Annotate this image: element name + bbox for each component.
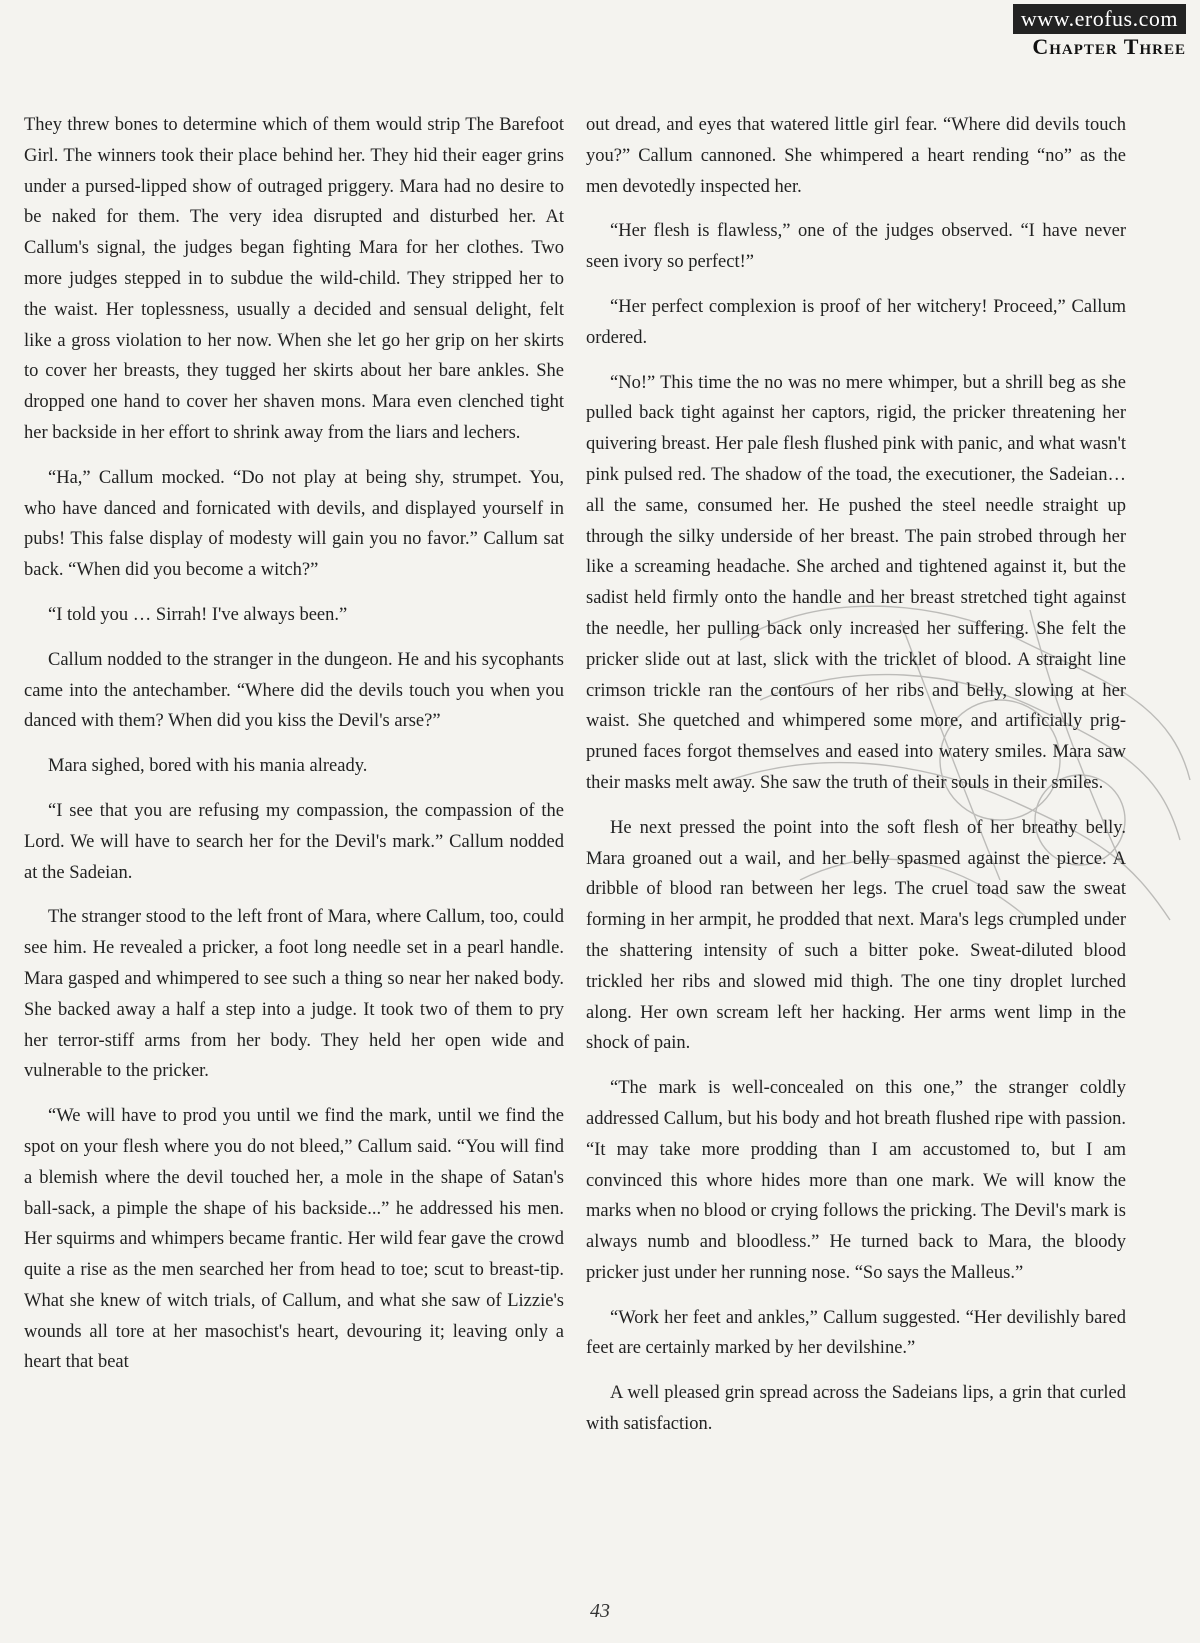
chapter-title: Chapter Three (1032, 34, 1186, 59)
paragraph: out dread, and eyes that watered little girl fear. “Where did devils touch you?” Callum cannoned. She whimpered a heart rending “no” as the men devotedly inspected her. (586, 115, 1126, 197)
paragraph: “The mark is well-concealed on this one,” the stranger coldly addressed Callum, but his body and hot breath flushed ripe with passion. “It may take more prodding than I am accustomed to, but I am convinced this whore hides more than one mark. We will know the marks when no blood or crying follows the pricking. The Devil's mark is always numb and bloodless.” He turned back to Mara, the bloody pricker just under her running nose. “So says the Malleus.” (586, 1078, 1126, 1283)
page-number: 43 (590, 1600, 610, 1622)
left-text-column (24, 110, 564, 1392)
paragraph: He next pressed the point into the soft flesh of her breathy belly. Mara groaned out a wail, and her belly spasmed against the pierce. A dribble of blood ran between her legs. The cruel toad saw the sweat forming in her armpit, he prodded that next. Mara's legs crumpled under the shattering intensity of such a bitter poke. Sweat-diluted blood trickled her ribs and slowed mid thigh. The one tiny droplet lurched along. Her own scream left her hacking. Her arms went limp in the shock of pain. (586, 817, 1126, 1054)
paragraph: Mara sighed, bored with his mania already. (48, 756, 368, 777)
paragraph: “Work her feet and ankles,” Callum suggested. “Her devilishly bared feet are certainly marked by her devilshine.” (586, 1307, 1126, 1359)
watermark-text: www.erofus.com (1013, 4, 1186, 34)
right-text-column (586, 110, 1126, 1454)
paragraph: “Her flesh is flawless,” one of the judges observed. “I have never seen ivory so perfect!” (586, 221, 1126, 273)
paragraph: They threw bones to determine which of them would strip The Barefoot Girl. The winners took their place behind her. They hid their eager grins under a pursed-lipped show of outraged priggery. Mara had no desire to be naked for them. The very idea disrupted and disturbed her. At Callum's signal, the judges began fighting Mara for her clothes. Two more judges stepped in to subdue the wild-child. They stripped her to the waist. Her toplessness, usually a decided and sensual delight, felt like a gross violation to her now. When she let go her grip on her skirts to cover her breasts, they tugged her skirts about her bare ankles. She dropped one hand to cover her shaven mons. Mara even clenched tight her backside in her effort to shrink away from the liars and lechers. (24, 115, 564, 443)
paragraph: Callum nodded to the stranger in the dungeon. He and his sycophants came into the antechamber. “Where did the devils touch you when you danced with them? When did you kiss the Devil's arse?” (24, 649, 564, 732)
paragraph: “Her perfect complexion is proof of her witchery! Proceed,” Callum ordered. (586, 296, 1126, 348)
paragraph: A well pleased grin spread across the Sadeians lips, a grin that curled with satisfaction. (586, 1383, 1126, 1435)
paragraph: “I see that you are refusing my compassion, the compassion of the Lord. We will have to search her for the Devil's mark.” Callum nodded at the Sadeian. (24, 800, 564, 883)
page-header (0, 0, 1200, 80)
paragraph: “Ha,” Callum mocked. “Do not play at being shy, strumpet. You, who have danced and fornicated with devils, and displayed yourself in pubs! This false display of modesty will gain you no favor.” Callum sat back. “When did you become a witch?” (24, 467, 564, 581)
paragraph: “No!” This time the no was no mere whimper, but a shrill beg as she pulled back tight against her captors, rigid, the pricker threatening her quivering breast. Her pale flesh flushed pink with panic, and what wasn't pink pulsed red. The shadow of the toad, the executioner, the Sadeian… all the same, consumed her. He pushed the steel needle straight up through the silky underside of her breast. The pain strobed through her like a screaming headache. She arched and tightened against it, but the sadist held firmly onto the handle and her breast stretched tight against the needle, her pulling back only increased her suffering. She felt the pricker slide out at last, slick with the tricklet of blood. A straight line crimson trickle ran the contours of her ribs and belly, slowing at her waist. She quetched and whimpered some more, and artificially prig-pruned faces forgot themselves and eased into watery smiles. Mara saw their masks melt away. She saw the truth of their souls in their smiles. (586, 372, 1126, 793)
paragraph: “We will have to prod you until we find the mark, until we find the spot on your flesh where you do not bleed,” Callum said. “You will find a blemish where the devil touched her, a mole in the shape of Satan's ball-sack, a pimple the shape of his backside...” he addressed his men. Her squirms and whimpers became frantic. Her wild fear gave the crowd quite a rise as the men searched her from head to toe; scut to breast-tip. What she knew of witch trials, of Callum, and what she saw of Lizzie's wounds all tore at her masochist's heart, devouring it; leaving only a heart that beat (24, 1106, 564, 1373)
paragraph: “I told you … Sirrah! I've always been.” (48, 604, 348, 625)
paragraph: The stranger stood to the left front of Mara, where Callum, too, could see him. He revealed a pricker, a foot long needle set in a pearl handle. Mara gasped and whimpered to see such a thing so near her naked body. She backed away a half a step into a judge. It took two of them to pry her terror-stiff arms from her body. They held her open wide and vulnerable to the pricker. (24, 907, 564, 1082)
